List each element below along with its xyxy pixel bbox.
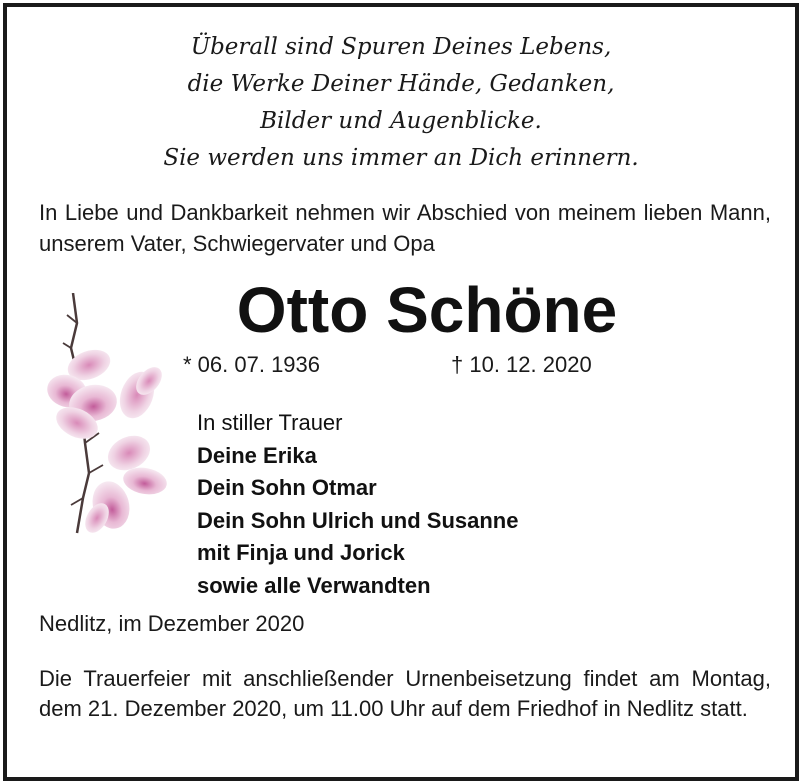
funeral-notice: Die Trauerfeier mit anschließender Urnenbeisetzung findet am Montag, dem 21. Dezember 2020, um 11.00 Uhr auf dem Friedhof in Nedlitz statt. [39,666,771,721]
poem-line: Sie werden uns immer an Dich erinnern. [163,145,639,171]
poem-line: Bilder und Augenblicke. [260,108,542,134]
mourner-name: sowie alle Verwandten [197,572,431,598]
mourner-name: Dein Sohn Otmar [197,475,377,500]
obituary-frame [3,3,799,781]
mourners-heading: In stiller Trauer [197,410,343,435]
mourner-name: Deine Erika [197,442,317,468]
memorial-poem [7,29,795,177]
magnolia-branch-image [37,293,177,553]
poem-line: die Werke Deiner Hände, Gedanken, [187,71,615,97]
mourners-list [197,407,657,602]
mourner-name: Dein Sohn Ulrich und Susanne [197,507,519,533]
birth-date: * 06. 07. 1936 [183,352,321,377]
farewell-intro: In Liebe und Dankbarkeit nehmen wir Abschied von meinem lieben Mann, unserem Vater, Schwiegervater und Opa [39,200,771,256]
poem-line: Überall sind Spuren Deines Lebens, [190,34,612,60]
death-date: † 10. 12. 2020 [451,352,592,377]
deceased-name: Otto Schöne [236,274,618,346]
place-and-date: Nedlitz, im Dezember 2020 [39,611,305,636]
mourner-name: mit Finja und Jorick [197,540,405,565]
